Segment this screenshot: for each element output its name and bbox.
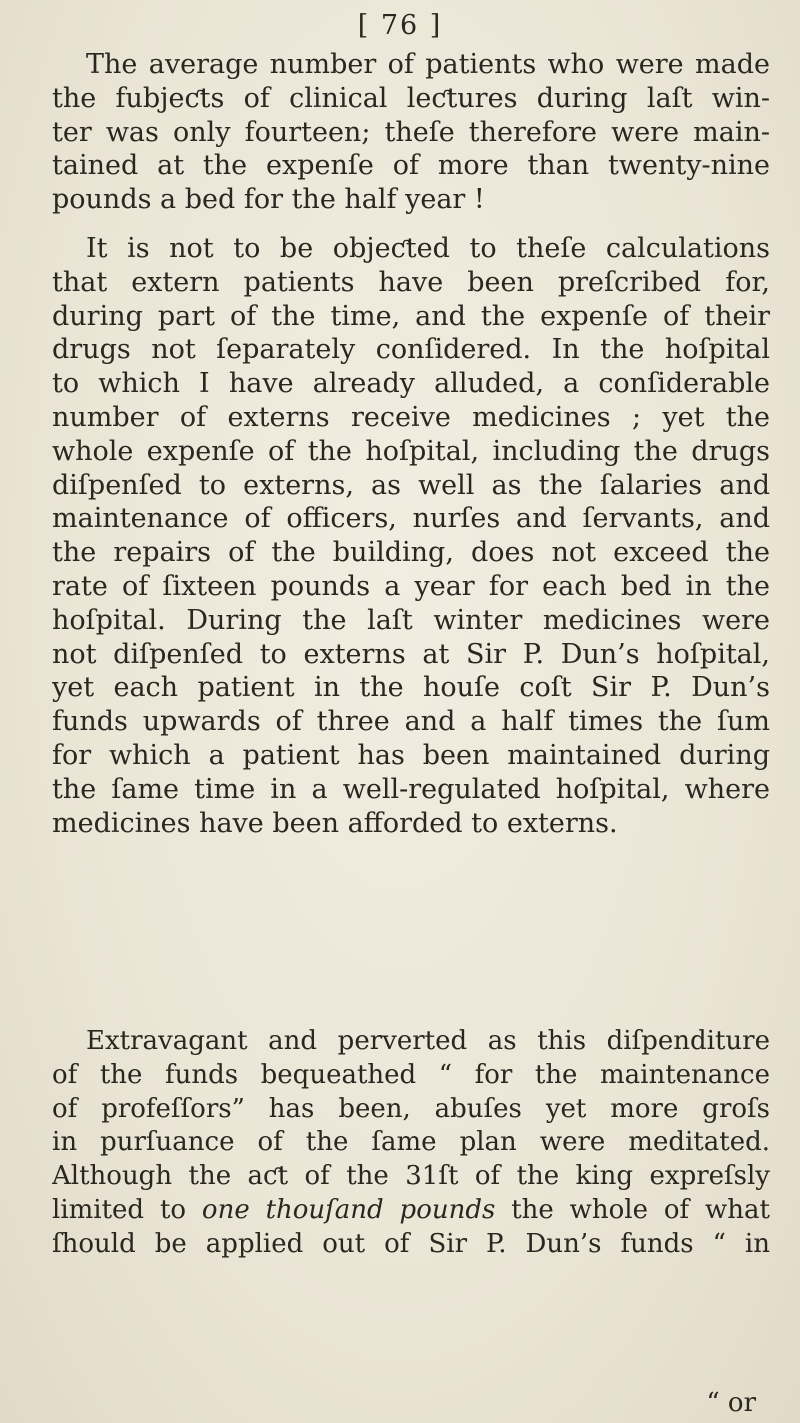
page-number: [ 76 ]: [357, 10, 443, 41]
text-line: that extern patients have been preſcribed for,: [52, 266, 770, 298]
text-line: whole expenſe of the hoſpital, including the drugs: [52, 435, 770, 467]
text-line: the fubjeƈts of clinical leƈtures during laſt win-: [52, 82, 770, 114]
text-line: Extravagant and perverted as this diſpenditure: [86, 1026, 770, 1056]
text-run: limited to: [52, 1194, 202, 1225]
text-run: the whole of what: [495, 1194, 770, 1225]
text-line: the repairs of the building, does not exceed the: [52, 537, 770, 569]
paragraph-3: [52, 1025, 770, 1262]
text-line: Although the aƈt of the 31ſt of the king expreſsly: [52, 1161, 770, 1192]
text-line-italic: [52, 1194, 770, 1228]
text-line: rate of ſixteen pounds a year for each bed in the: [52, 570, 770, 602]
text-line: the ſame time in a well-regulated hoſpital, where: [52, 773, 770, 805]
text-line: number of externs receive medicines ; yet the: [52, 401, 770, 433]
text-line: yet each patient in the houſe coſt Sir P. Dun’s: [52, 672, 770, 704]
text-line: diſpenſed to externs, as well as the ſalaries and: [52, 469, 770, 501]
text-line: The average number of patients who were made: [86, 49, 770, 80]
paragraph-1: [52, 48, 770, 217]
text-line: funds upwards of three and a half times the ſum: [52, 706, 770, 738]
paragraph-2: [52, 232, 770, 840]
text-line: of the funds bequeathed “ for the maintenance: [52, 1059, 770, 1090]
text-line: medicines have been afforded to externs.: [52, 807, 618, 839]
text-line: ter was only fourteen; theſe therefore were main-: [52, 116, 770, 148]
text-line: of profeſſors” has been, abuſes yet more groſs: [52, 1093, 770, 1124]
text-line: maintenance of officers, nurſes and ſervants, and: [52, 503, 770, 535]
text-line: It is not to be objeƈted to theſe calculations: [86, 233, 770, 264]
text-line: not diſpenſed to externs at Sir P. Dun’s hoſpital,: [52, 638, 770, 670]
italic-phrase: one thouſand pounds: [201, 1194, 496, 1225]
text-line: to which I have already alluded, a conſiderable: [52, 368, 770, 400]
text-line: drugs not ſeparately conſidered. In the hoſpital: [52, 334, 770, 366]
text-line: in purſuance of the ſame plan were meditated.: [52, 1127, 770, 1158]
text-line: tained at the expenſe of more than twenty-nine: [52, 150, 770, 182]
text-line: ſhould be applied out of Sir P. Dun’s funds “ in: [52, 1228, 770, 1259]
text-line: hoſpital. During the laſt winter medicines were: [52, 604, 770, 636]
text-line: pounds a bed for the half year !: [52, 184, 485, 216]
catchword: “ or: [706, 1388, 756, 1418]
text-line: during part of the time, and the expenſe of their: [52, 300, 770, 332]
text-line: for which a patient has been maintained during: [52, 739, 770, 771]
